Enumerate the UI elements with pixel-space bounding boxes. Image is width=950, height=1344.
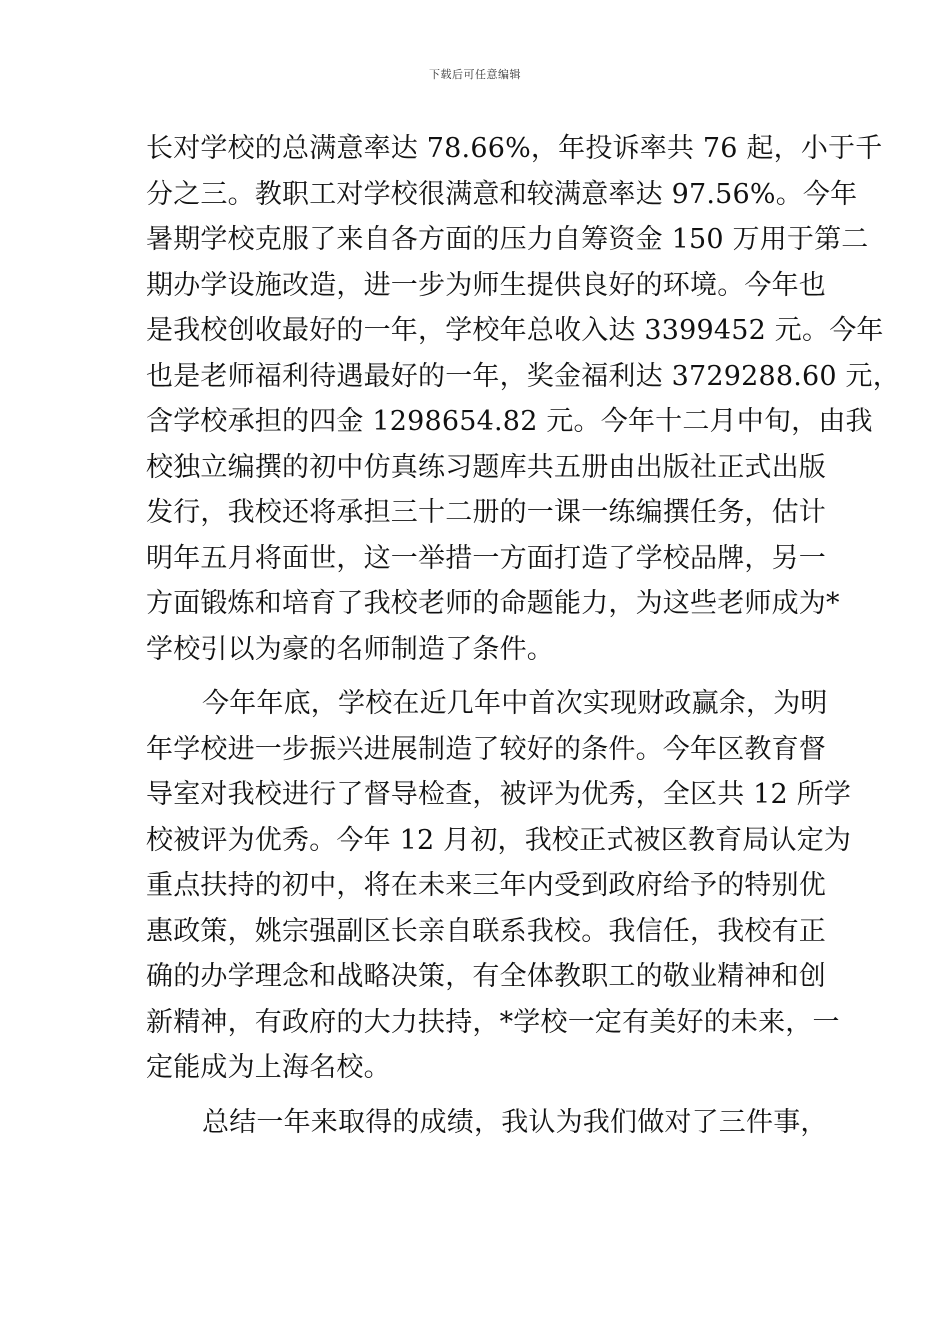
text-line: 定能成为上海名校。 xyxy=(146,1052,391,1083)
text-line: 重点扶持的初中，将在未来三年内受到政府给予的特别优 xyxy=(146,870,826,901)
text-line: 学校引以为豪的名师制造了条件。 xyxy=(146,633,554,665)
text-line: 新精神，有政府的大力扶持，*学校一定有美好的未来，一 xyxy=(146,1006,840,1038)
text-line: 惠政策，姚宗强副区长亲自联系我校。我信任，我校有正 xyxy=(146,915,826,947)
text-line: 分之三。教职工对学校很满意和较满意率达 97.56%。今年 xyxy=(146,178,858,210)
body-text xyxy=(146,126,900,1145)
text-line: 暑期学校克服了来自各方面的压力自筹资金 150 万用于第二 xyxy=(146,224,869,255)
paragraph-spacer xyxy=(146,672,814,681)
text-line: 年学校进一步振兴进展制造了较好的条件。今年区教育督 xyxy=(146,733,826,765)
text-line: 校被评为优秀。今年 12 月初，我校正式被区教育局认定为 xyxy=(146,824,852,856)
paragraph-1 xyxy=(146,126,900,672)
paragraph-2 xyxy=(146,681,852,1091)
paragraph-3 xyxy=(146,1100,828,1146)
text-line: 含学校承担的四金 1298654.82 元。今年十二月中旬，由我 xyxy=(146,406,873,437)
paragraph-spacer xyxy=(146,1091,814,1100)
text-line: 方面锻炼和培育了我校老师的命题能力，为这些老师成为* xyxy=(146,588,840,619)
text-line: 是我校创收最好的一年，学校年总收入达 3399452 元。今年 xyxy=(146,315,884,346)
text-line: 确的办学理念和战略决策，有全体教职工的敬业精神和创 xyxy=(146,961,826,992)
text-line: 期办学设施改造，进一步为师生提供良好的环境。今年也 xyxy=(146,269,826,301)
text-line: 校独立编撰的初中仿真练习题库共五册由出版社正式出版 xyxy=(146,451,826,483)
text-line-indented: 总结一年来取得的成绩，我认为我们做对了三件事， xyxy=(202,1106,828,1138)
text-line: 长对学校的总满意率达 78.66%，年投诉率共 76 起，小于千 xyxy=(146,133,883,164)
text-line: 导室对我校进行了督导检查，被评为优秀，全区共 12 所学 xyxy=(146,779,852,810)
text-line-indented: 今年年底，学校在近几年中首次实现财政赢余，为明 xyxy=(202,688,828,719)
text-line: 发行，我校还将承担三十二册的一课一练编撰任务，估计 xyxy=(146,497,826,528)
text-line: 也是老师福利待遇最好的一年，奖金福利达 3729288.60 元， xyxy=(146,360,900,392)
text-line: 明年五月将面世，这一举措一方面打造了学校品牌，另一 xyxy=(146,542,826,574)
page-header: 下载后可任意编辑 xyxy=(429,68,521,81)
